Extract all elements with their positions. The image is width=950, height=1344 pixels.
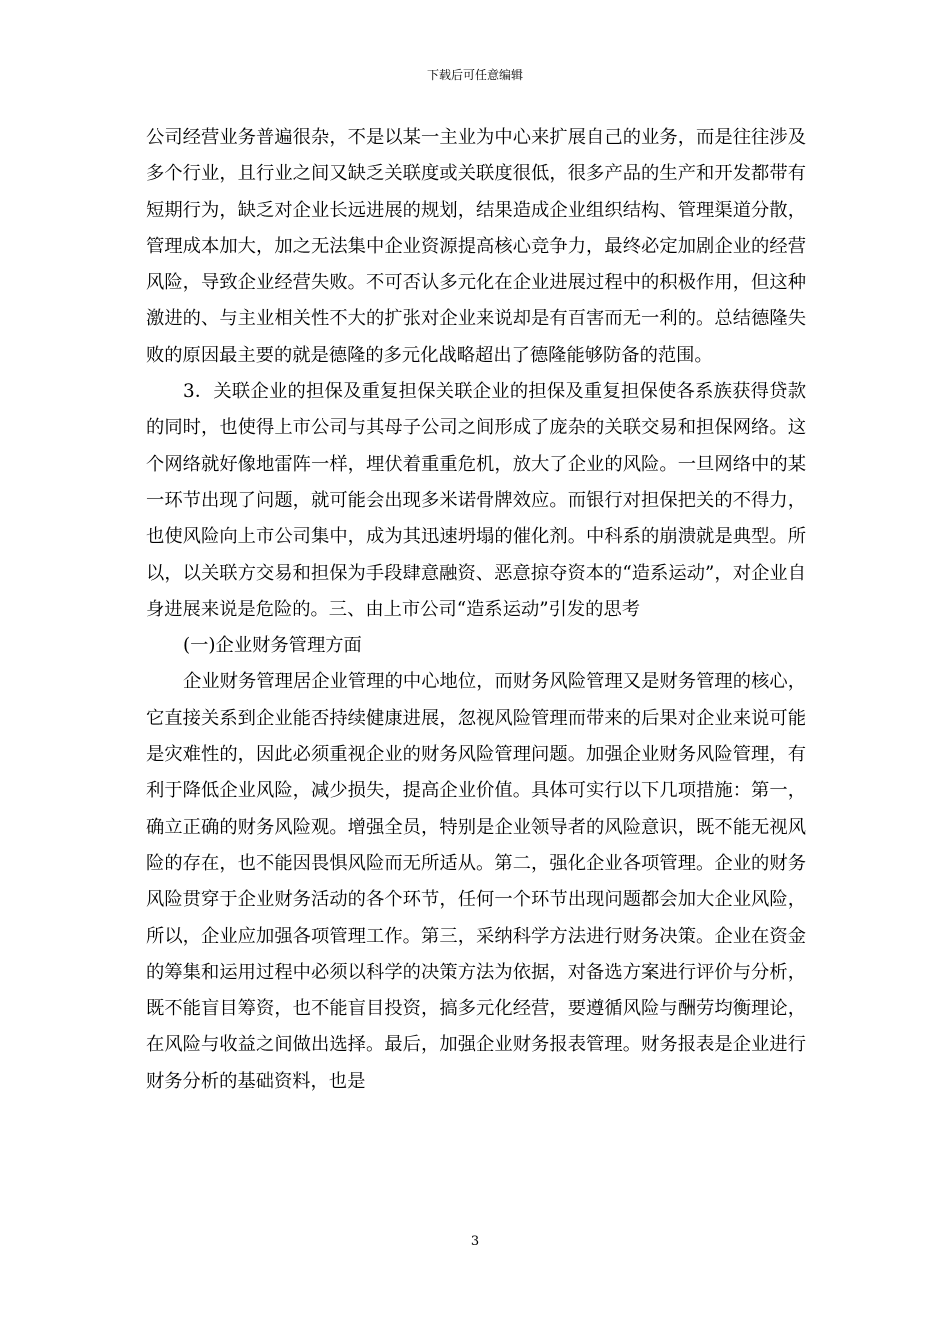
section-heading-financial-management: (一)企业财务管理方面 — [183, 635, 362, 657]
paragraph-financial-risk-management: 企业财务管理居企业管理的中心地位，而财务风险管理又是财务管理的核心，它直接关系到企业能否持续健康进展，忽视风险管理而带来的后果对企业来说可能是灾难性的，因此必须重视企业的财务风险管理问题。加强企业财务风险管理，有利于降低企业风险，减少损失，提高企业价值。具体可实行以下几项措施：第一，确立正确的财务风险观。增强全员，特别是企业领导者的风险意识，既不能无视风险的存在，也不能因畏惧风险而无所适从。第二，强化企业各项管理。企业的财务风险贯穿于企业财务活动的各个环节，任何一个环节出现问题都会加大企业风险，所以，企业应加强各项管理工作。第三，采纳科学方法进行财务决策。企业在资金的筹集和运用过程中必须以科学的决策方法为依据，对备选方案进行评价与分析，既不能盲目筹资，也不能盲目投资，搞多元化经营，要遵循风险与酬劳均衡理论，在风险与收益之间做出选择。最后，加强企业财务报表管理。财务报表是企业进行财务分析的基础资料，也是 — [146, 671, 806, 1092]
paragraph-continuation: 公司经营业务普遍很杂，不是以某一主业为中心来扩展自己的业务，而是往往涉及多个行业，且行业之间又缺乏关联度或关联度很低，很多产品的生产和开发都带有短期行为，缺乏对企业长远进展的规划，结果造成企业组织结构、管理渠道分散，管理成本加大，加之无法集中企业资源提高核心竞争力，最终必定加剧企业的经营风险，导致企业经营失败。不可否认多元化在企业进展过程中的积极作用，但这种激进的、与主业相关性不大的扩张对企业来说却是有百害而无一利的。总结德隆失败的原因最主要的就是德隆的多元化战略超出了德隆能够防备的范围。 — [146, 127, 806, 366]
paragraph-related-guarantees: 3．关联企业的担保及重复担保关联企业的担保及重复担保使各系族获得贷款的同时，也使得上市公司与其母子公司之间形成了庞杂的关联交易和担保网络。这个网络就好像地雷阵一样，埋伏着重重危机，放大了企业的风险。一旦网络中的某一环节出现了问题，就可能会出现多米诺骨牌效应。而银行对担保把关的不得力，也使风险向上市公司集中，成为其迅速坍塌的催化剂。中科系的崩溃就是典型。所以，以关联方交易和担保为手段肆意融资、恶意掠夺资本的“造系运动”，对企业自身进展来说是危险的。三、由上市公司“造系运动”引发的思考 — [146, 381, 806, 620]
page-number: 3 — [470, 1234, 480, 1249]
page-header: 下载后可任意编辑 — [426, 68, 523, 82]
body-text — [146, 120, 806, 1100]
